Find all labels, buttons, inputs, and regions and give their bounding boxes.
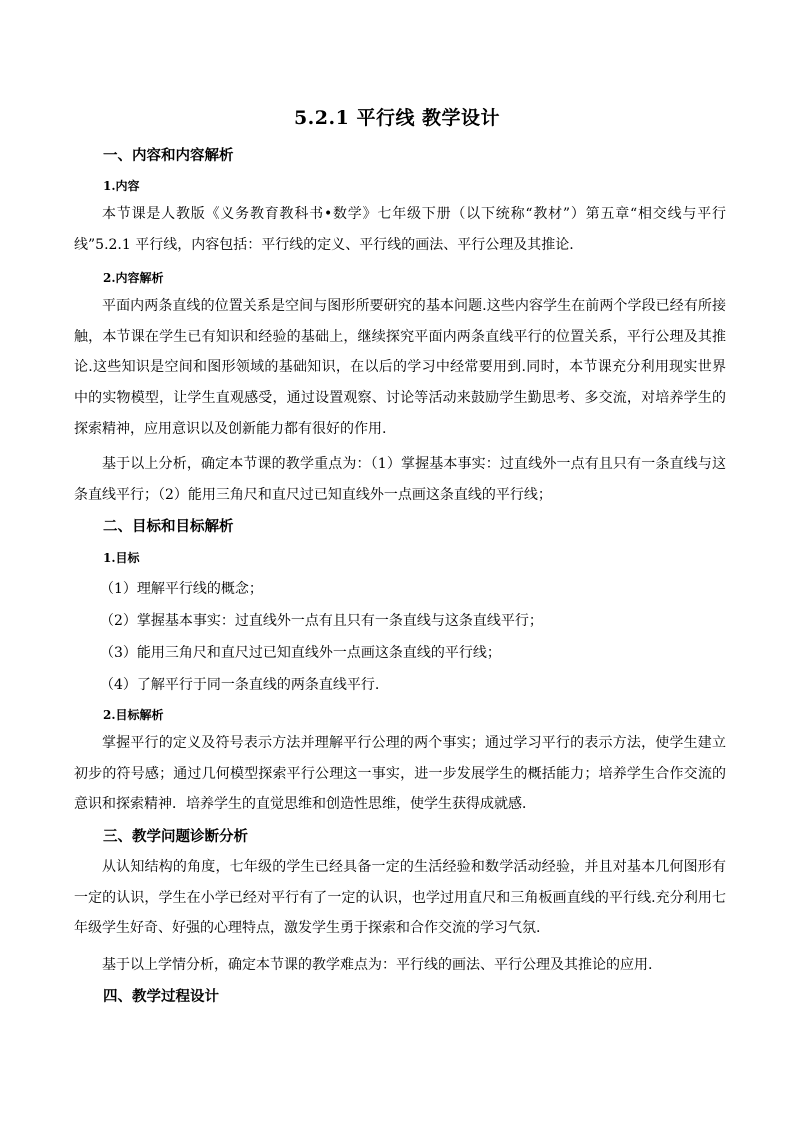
paragraph-difficulty: 基于以上学情分析，确定本节课的教学难点为：平行线的画法、平行公理及其推论的应用. <box>102 957 653 973</box>
subheading-content-analysis: 2.内容解析 <box>103 271 164 285</box>
subheading-objectives-analysis: 2.目标解析 <box>103 708 164 722</box>
subheading-objectives: 1.目标 <box>103 551 140 565</box>
objective-item: （2）掌握基本事实：过直线外一点有且只有一条直线与这条直线平行； <box>100 613 543 629</box>
objective-item: （1）理解平行线的概念； <box>100 581 263 597</box>
objective-item: （3）能用三角尺和直尺过已知直线外一点画这条直线的平行线； <box>100 645 501 661</box>
objective-item: （4）了解平行于同一条直线的两条直线平行. <box>100 677 380 693</box>
subheading-content: 1.内容 <box>103 179 140 193</box>
paragraph-objectives-analysis: 掌握平行的定义及符号表示方法并理解平行公理的两个事实；通过学习平行的表示方法，使学生建立初步的符号感；通过几何模型探索平行公理这一事实，进一步发展学生的概括能力；培养学生合作交流的意识和探索精神．培养学生的直觉思维和创造性思维，使学生获得成就感． <box>74 735 726 813</box>
paragraph-diagnosis: 从认知结构的角度，七年级的学生已经具备一定的生活经验和数学活动经验，并且对基本几何图形有一定的认识，学生在小学已经对平行有了一定的认识，也学过用直尺和三角板画直线的平行线.充分利用七年级学生好奇、好强的心理特点，激发学生勇于探索和合作交流的学习气氛. <box>74 859 726 937</box>
paragraph-content-analysis: 平面内两条直线的位置关系是空间与图形所要研究的基本问题.这些内容学生在前两个学段已经有所接触，本节课在学生已有知识和经验的基础上，继续探究平面内两条直线平行的位置关系，平行公理及其推论.这些知识是空间和图形领域的基础知识，在以后的学习中经常要用到.同时，本节课充分利用现实世界中的实物模型，让学生直观感受，通过设置观察、讨论等活动来鼓励学生勤思考、多交流，对培养学生的探索精神，应用意识以及创新能力都有很好的作用. <box>74 298 726 437</box>
document-title: 5.2.1 平行线 教学设计 <box>293 107 501 129</box>
paragraph-key-points: 基于以上分析，确定本节课的教学重点为：（1）掌握基本事实：过直线外一点有且只有一条直线与这条直线平行；（2）能用三角尺和直尺过已知直线外一点画这条直线的平行线； <box>74 456 726 503</box>
paragraph-content-intro: 本节课是人教版《义务教育教科书•数学》七年级下册（以下统称“教材”）第五章“相交线与平行线”5.2.1 平行线，内容包括：平行线的定义、平行线的画法、平行公理及其推论. <box>74 206 726 253</box>
section-heading-process: 四、教学过程设计 <box>103 988 219 1005</box>
section-heading-diagnosis: 三、教学问题诊断分析 <box>103 828 248 845</box>
section-heading-objectives: 二、目标和目标解析 <box>103 518 234 535</box>
section-heading-content: 一、内容和内容解析 <box>103 147 234 164</box>
